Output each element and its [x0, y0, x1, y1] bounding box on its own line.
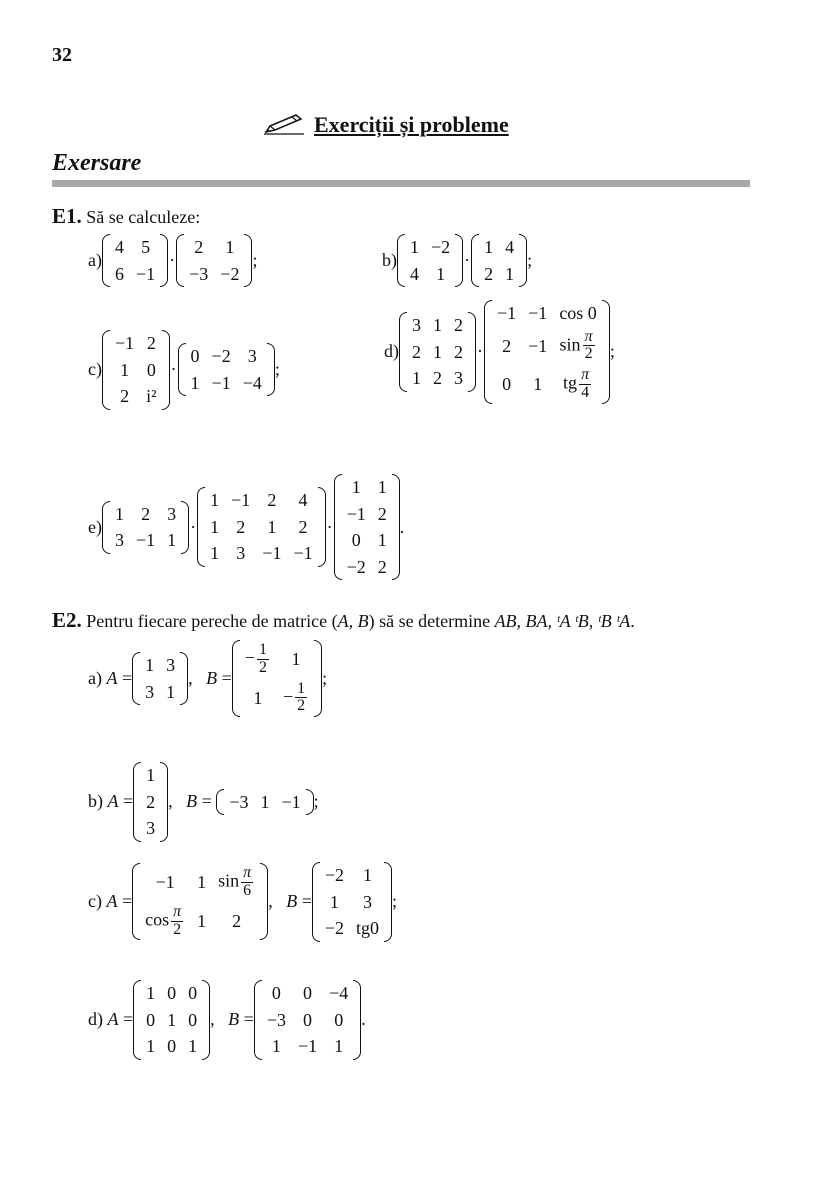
e2-b: b) A = 1 2 3 , B = −3 1 −1 ; — [88, 762, 319, 842]
matrix: −1 −1 cos 0 2 −1 sin $\frac{\pi}{2}$ 0 1 tg $\frac{\pi}{4}$ — [484, 300, 610, 404]
end-punct: . — [399, 516, 405, 537]
e1-b: b) 1 −2 4 1 · 1 4 2 1 ; — [382, 234, 532, 287]
matrix-B: −2 1 1 3 −2 tg0 — [312, 862, 392, 942]
end-punct: ; — [392, 891, 398, 912]
matrix: 2 1 −3 −2 — [176, 234, 252, 287]
e1-d: d) 3 1 2 2 1 2 1 2 3 · −1 −1 cos 0 2 −1 sin $\frac{\pi}{2}$ 0 1 tg $\frac{\pi}{4}$ ; — [384, 300, 615, 404]
section-divider — [52, 180, 750, 187]
matrix: 4 5 6 −1 — [102, 234, 168, 287]
end-punct: ; — [527, 250, 533, 270]
matrix: 1 4 2 1 — [471, 234, 527, 287]
matrix-A: 1 2 3 — [133, 762, 168, 842]
e2-label: E2. — [52, 608, 82, 632]
item-label: c) — [88, 359, 102, 380]
matrix: 1 −1 2 4 1 2 1 2 1 3 −1 −1 — [197, 487, 325, 567]
e1-label: E1. — [52, 204, 82, 228]
end-punct: ; — [322, 668, 328, 689]
pencil-icon — [262, 113, 306, 141]
item-label: b) — [88, 791, 103, 812]
item-label: a) — [88, 668, 102, 689]
section-title — [262, 112, 509, 141]
item-label: a) — [88, 250, 102, 270]
matrix-A: 1 3 3 1 — [132, 652, 188, 705]
matrix: 3 1 2 2 1 2 1 2 3 — [399, 312, 476, 392]
e1-heading — [52, 204, 200, 229]
matrix-B: 0 0 −4 −3 0 0 1 −1 1 — [254, 980, 361, 1060]
e2-a: a) A = 1 3 3 1 , B = − $\frac{1}{2}$ 1 1 − $\frac{1}{2}$ ; — [88, 640, 327, 717]
end-punct: ; — [313, 791, 319, 812]
e1-a: a) 4 5 6 −1 · 2 1 −3 −2 ; — [88, 234, 257, 287]
page-number: 32 — [52, 44, 72, 66]
subheading: Exersare — [52, 150, 142, 176]
matrix-A: 1 0 0 0 1 0 1 0 1 — [133, 980, 210, 1060]
item-label: b) — [382, 250, 397, 270]
matrix-B: − $\frac{1}{2}$ 1 1 − $\frac{1}{2}$ — [232, 640, 322, 717]
end-punct: ; — [274, 359, 280, 380]
matrix: 1 2 3 3 −1 1 — [102, 501, 189, 554]
item-label: e) — [88, 516, 102, 537]
e2-d: d) A = 1 0 0 0 1 0 1 0 1 , B = 0 0 −4 −3 0 0 1 −1 1 . — [88, 980, 366, 1060]
end-punct: ; — [252, 250, 258, 270]
e2-heading: E2. Pentru fiecare pereche de matrice (A, B) să se determine AB, BA, ᵗA ᵗB, ᵗB ᵗA. — [52, 608, 635, 632]
end-punct: ; — [609, 341, 615, 362]
matrix: 1 1 −1 2 0 1 −2 2 — [334, 474, 400, 580]
item-label: c) — [88, 891, 102, 912]
matrix-B: −3 1 −1 — [216, 789, 313, 816]
item-label: d) — [384, 341, 399, 362]
end-punct: . — [361, 1009, 366, 1030]
section-title-text: Exerciții și probleme — [314, 112, 509, 137]
matrix-A: −1 1 sin $\frac{\pi}{6}$ cos $\frac{\pi}{2}$ 1 2 — [132, 863, 268, 940]
matrix: 0 −2 3 1 −1 −4 — [178, 343, 275, 396]
item-label: d) — [88, 1009, 103, 1030]
e1-e: e) 1 2 3 3 −1 1 · 1 −1 2 4 1 2 1 2 1 3 −1 −1 · 1 1 −1 2 0 1 −2 2 . — [88, 474, 404, 580]
e1-c: c) −1 2 1 0 2 i² · 0 −2 3 1 −1 −4 ; — [88, 330, 280, 410]
matrix: 1 −2 4 1 — [397, 234, 463, 287]
e1-text: Să se calculeze: — [86, 207, 201, 227]
e2-c: c) A = −1 1 sin $\frac{\pi}{6}$ cos $\frac{\pi}{2}$ 1 2 , B = −2 1 1 3 −2 tg0 ; — [88, 862, 397, 942]
matrix: −1 2 1 0 2 i² — [102, 330, 170, 410]
